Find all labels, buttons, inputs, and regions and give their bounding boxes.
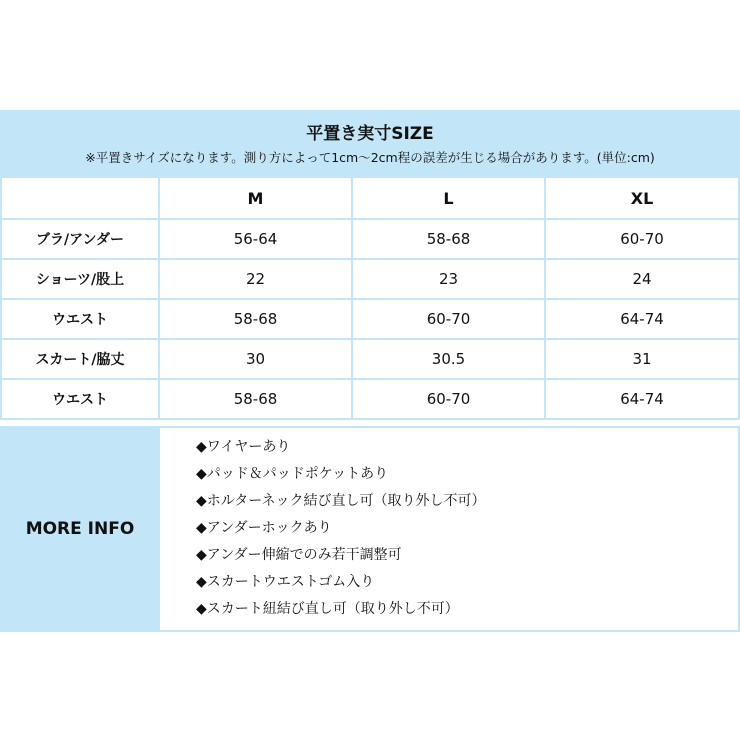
list-item: ◆ホルターネック結び直し可（取り外し不可）	[196, 493, 486, 509]
size-table-note: ※平置きサイズになります。測り方によって1cm〜2cm程の誤差が生じる場合があります。(単位:cm)	[85, 150, 655, 165]
list-item: ◆スカート紐結び直し可（取り外し不可）	[196, 601, 459, 617]
table-cell: 64-74	[546, 380, 738, 418]
list-item: ◆アンダーホックあり	[196, 520, 332, 536]
table-cell: 64-74	[546, 300, 738, 338]
row-label-waist: ウエスト	[2, 300, 158, 338]
column-header-m: M	[160, 178, 351, 218]
table-cell: 30.5	[353, 340, 544, 378]
corner-cell	[2, 178, 158, 218]
table-cell: 58-68	[353, 220, 544, 258]
size-table-title: 平置き実寸SIZE	[306, 124, 434, 144]
table-cell: 23	[353, 260, 544, 298]
table-cell: 22	[160, 260, 351, 298]
size-table-header	[0, 110, 740, 176]
row-label-shorts-rise: ショーツ/股上	[2, 260, 158, 298]
table-cell: 60-70	[353, 300, 544, 338]
row-label-bra-under: ブラ/アンダー	[2, 220, 158, 258]
table-cell: 30	[160, 340, 351, 378]
table-cell: 58-68	[160, 380, 351, 418]
list-item: ◆パッド＆パッドポケットあり	[196, 466, 389, 482]
row-label-skirt-length: スカート/脇丈	[2, 340, 158, 378]
table-cell: 31	[546, 340, 738, 378]
more-info-label: MORE INFO	[25, 519, 135, 539]
more-info-list	[160, 428, 738, 630]
column-header-xl: XL	[546, 178, 738, 218]
size-table	[0, 110, 740, 420]
column-header-l: L	[353, 178, 544, 218]
list-item: ◆アンダー伸縮でのみ若干調整可	[196, 547, 402, 563]
list-item: ◆スカートウエストゴム入り	[196, 574, 375, 590]
table-cell: 24	[546, 260, 738, 298]
more-info-section	[0, 426, 740, 632]
table-cell: 60-70	[546, 220, 738, 258]
list-item: ◆ワイヤーあり	[196, 439, 291, 455]
row-label-skirt-waist: ウエスト	[2, 380, 158, 418]
table-cell: 58-68	[160, 300, 351, 338]
table-cell: 56-64	[160, 220, 351, 258]
table-cell: 60-70	[353, 380, 544, 418]
